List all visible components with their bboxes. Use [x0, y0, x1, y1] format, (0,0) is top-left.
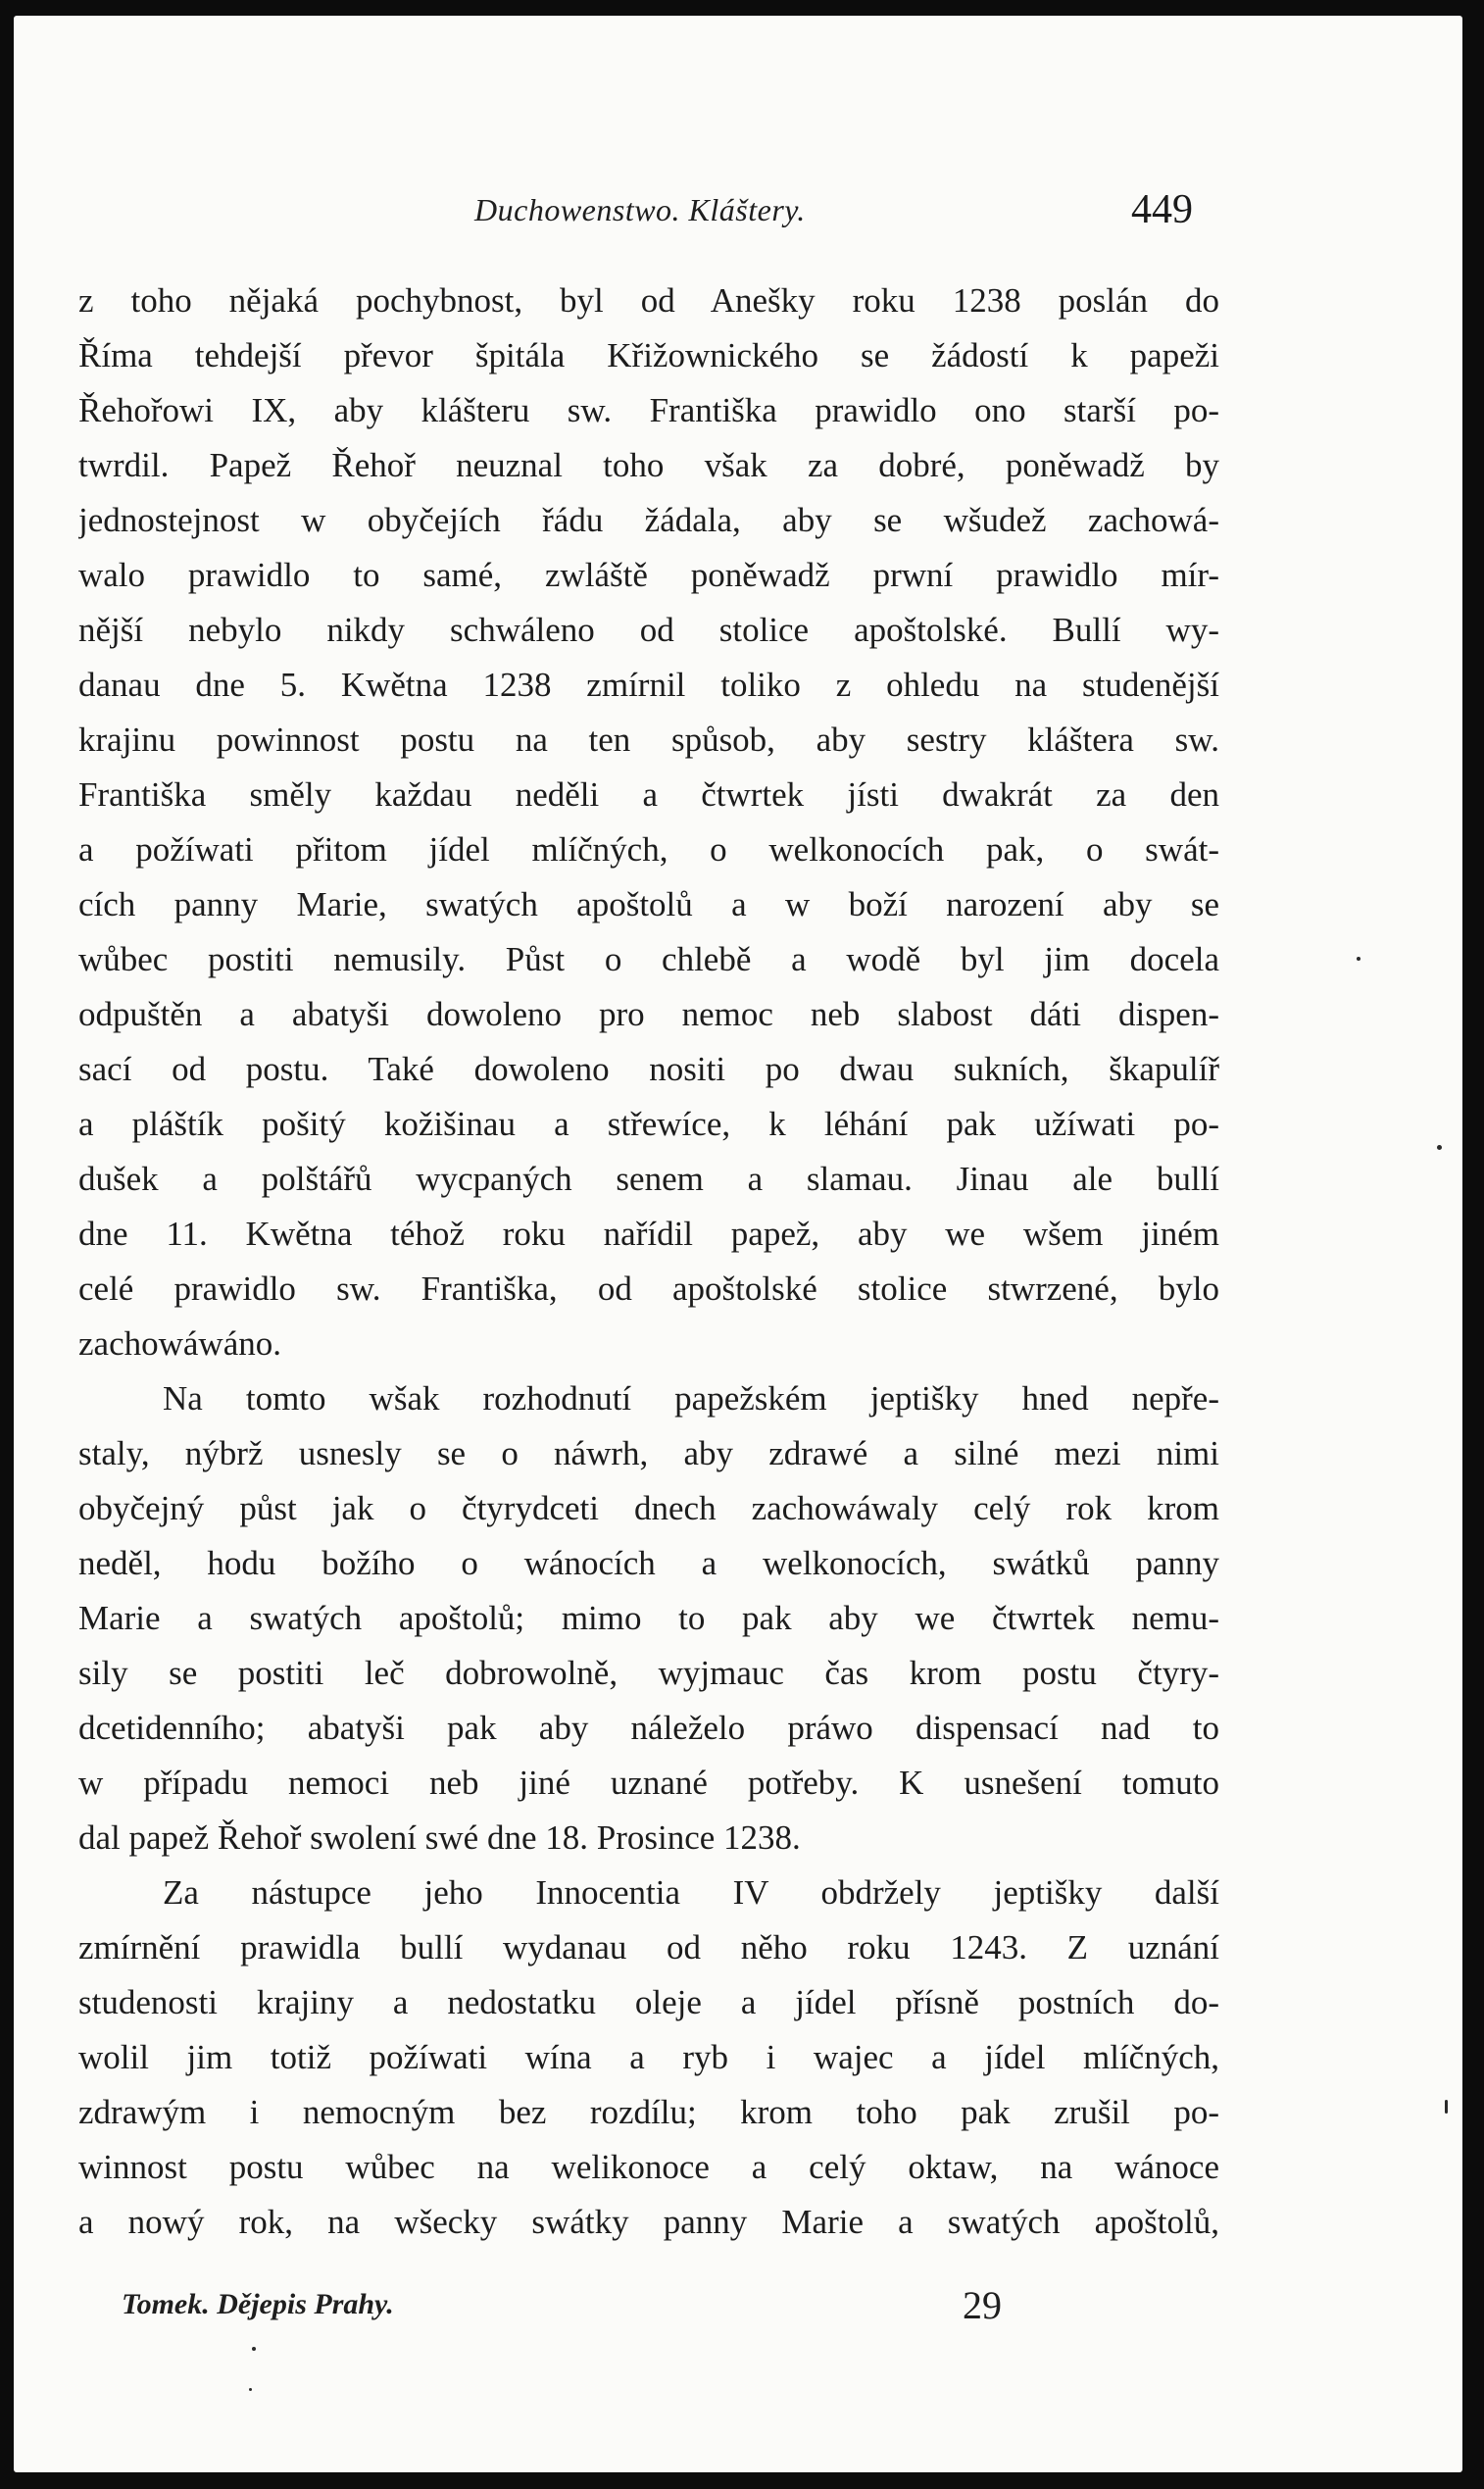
page-number: 449: [1131, 187, 1193, 232]
text-line: wůbec postiti nemusily. Půst o chlebě a wodě byl jim docela: [78, 940, 1219, 978]
text-line: z toho nějaká pochybnost, byl od Anešky roku 1238 poslán do: [78, 281, 1219, 320]
text-line: cích panny Marie, swatých apoštolů a w boží narození aby se: [78, 885, 1219, 923]
text-line-paragraph-start: Na tomto wšak rozhodnutí papežském jeptišky hned nepře-: [163, 1379, 1219, 1418]
text-line: w případu nemoci neb jiné uznané potřeby. K usnešení tomuto: [78, 1764, 1219, 1802]
text-line: a nowý rok, na wšecky swátky panny Marie a swatých apoštolů,: [78, 2203, 1219, 2241]
text-line: obyčejný půst jak o čtyrydceti dnech zachowáwaly celý rok krom: [78, 1489, 1219, 1527]
paper-speck: [1357, 957, 1360, 961]
running-title: Duchowenstwo. Kláštery.: [474, 192, 806, 227]
text-line: sací od postu. Také dowoleno nositi po dwau sukních, škapulíř: [78, 1050, 1219, 1088]
text-line: Františka směly každau neděli a čtwrtek jísti dwakrát za den: [78, 775, 1219, 814]
text-line: dal papež Řehoř swolení swé dne 18. Prosince 1238.: [78, 1818, 801, 1857]
text-line: Říma tehdejší převor špitála Křižownického se žádostí k papeži: [78, 336, 1219, 374]
text-line: dušek a polštářů wycpaných senem a slamau. Jinau ale bullí: [78, 1160, 1219, 1198]
text-line: Marie a swatých apoštolů; mimo to pak aby we čtwrtek nemu-: [78, 1599, 1219, 1637]
text-line: jednostejnost w obyčejích řádu žádala, aby se wšudež zachowá-: [78, 501, 1219, 539]
text-line: staly, nýbrž usnesly se o náwrh, aby zdrawé a silné mezi nimi: [78, 1434, 1219, 1472]
text-line: winnost postu wůbec na welikonoce a celý oktaw, na wánoce: [78, 2148, 1219, 2186]
text-line: wolil jim totiž požíwati wína a ryb i wajec a jídel mlíčných,: [78, 2038, 1219, 2076]
text-line: zdrawým i nemocným bez rozdílu; krom toho pak zrušil po-: [78, 2093, 1219, 2131]
text-line: krajinu powinnost postu na ten spůsob, aby sestry kláštera sw.: [78, 721, 1219, 759]
text-line: danau dne 5. Kwětna 1238 zmírnil toliko z ohledu na studenější: [78, 666, 1219, 704]
running-head: [14, 187, 1462, 241]
paper-speck: [1437, 1145, 1442, 1150]
text-line: neděl, hodu božího o wánocích a welkonocích, swátků panny: [78, 1544, 1219, 1582]
text-line: zachowáwáno.: [78, 1324, 281, 1363]
text-line: Řehořowi IX, aby klášteru sw. Františka prawidlo ono starší po-: [78, 391, 1219, 429]
text-line: a požíwati přitom jídel mlíčných, o welkonocích pak, o swát-: [78, 830, 1219, 869]
text-line: nější nebylo nikdy schwáleno od stolice apoštolské. Bullí wy-: [78, 611, 1219, 649]
footer-source: Tomek. Dějepis Prahy.: [122, 2288, 394, 2320]
paper-speck: [249, 2388, 252, 2391]
text-line: odpuštěn a abatyši dowoleno pro nemoc neb slabost dáti dispen-: [78, 995, 1219, 1033]
signature-mark: 29: [963, 2283, 1002, 2327]
text-line: studenosti krajiny a nedostatku oleje a jídel přísně postních do-: [78, 1983, 1219, 2021]
footer: [14, 2283, 1462, 2347]
text-line: dcetidenního; abatyši pak aby náleželo práwo dispensací nad to: [78, 1709, 1219, 1747]
paper-speck: [252, 2347, 256, 2351]
text-line-paragraph-start: Za nástupce jeho Innocentia IV obdržely jeptišky další: [163, 1873, 1219, 1912]
book-page: [14, 16, 1462, 2472]
body-text: [78, 274, 1219, 2250]
text-line: a pláštík pošitý kožišinau a střewíce, k léhání pak užíwati po-: [78, 1105, 1219, 1143]
text-line: sily se postiti leč dobrowolně, wyjmauc čas krom postu čtyry-: [78, 1654, 1219, 1692]
text-line: celé prawidlo sw. Františka, od apoštolské stolice stwrzené, bylo: [78, 1269, 1219, 1308]
text-line: dne 11. Kwětna téhož roku nařídil papež, aby we wšem jiném: [78, 1215, 1219, 1253]
text-line: twrdil. Papež Řehoř neuznal toho však za dobré, poněwadž by: [78, 446, 1219, 484]
text-line: walo prawidlo to samé, zwláště poněwadž prwní prawidlo mír-: [78, 556, 1219, 594]
text-line: zmírnění prawidla bullí wydanau od něho roku 1243. Z uznání: [78, 1928, 1219, 1966]
paper-speck: [1445, 2100, 1448, 2114]
